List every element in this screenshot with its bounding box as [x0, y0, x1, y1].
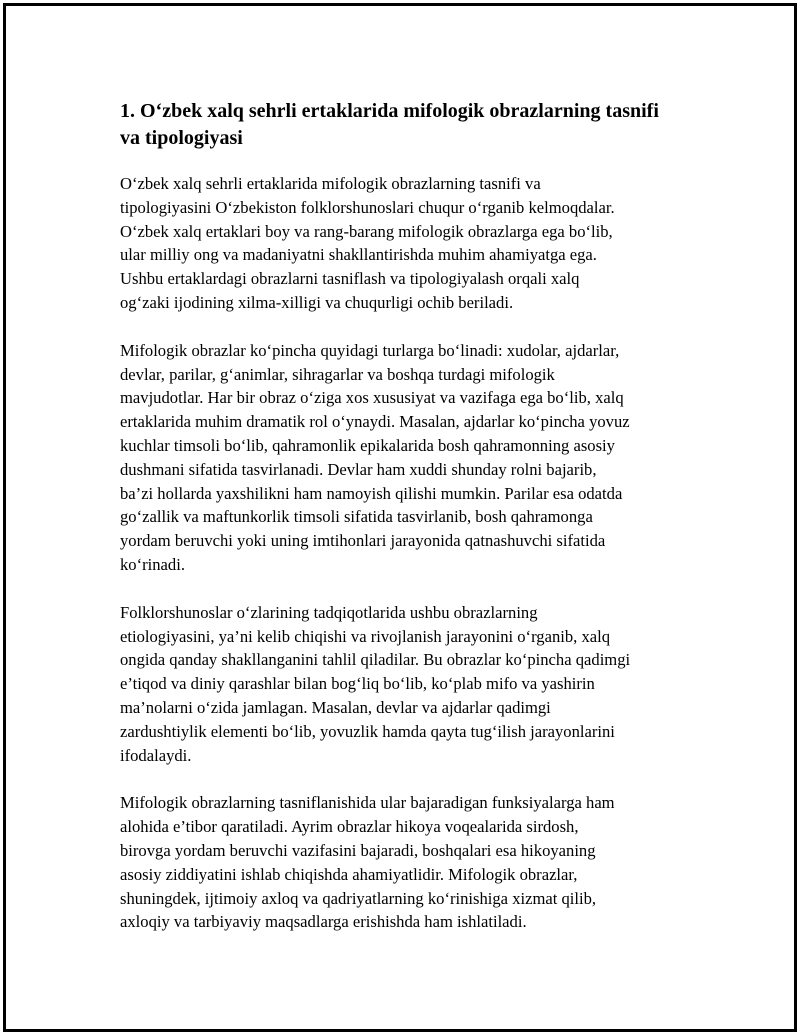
text-line: Ushbu ertaklardagi obrazlarni tasniflash va tipologiyalash orqali xalq — [120, 269, 580, 289]
text-line: ongida qanday shakllanganini tahlil qiladilar. Bu obrazlar ko‘pincha qadimgi — [120, 650, 631, 670]
text-line: asosiy ziddiyatini ishlab chiqishda ahamiyatlidir. Mifologik obrazlar, — [120, 864, 578, 884]
section-title-line: 1. O‘zbek xalq sehrli ertaklarida mifologik obrazlarning tasnifi — [120, 100, 659, 122]
text-line: ifodalaydi. — [120, 745, 192, 765]
text-line: yordam beruvchi yoki uning imtihonlari jarayonida qatnashuvchi sifatida — [120, 531, 606, 551]
text-line: ular milliy ong va madaniyatni shakllantirishda muhim ahamiyatga ega. — [120, 245, 597, 265]
text-line: Folklorshunoslar o‘zlarining tadqiqotlarida ushbu obrazlarning — [120, 602, 538, 622]
text-line: ko‘rinadi. — [120, 554, 185, 574]
text-line: kuchlar timsoli bo‘lib, qahramonlik epikalarida bosh qahramonning asosiy — [120, 435, 615, 455]
text-line: shuningdek, ijtimoiy axloq va qadriyatlarning ko‘rinishiga xizmat qilib, — [120, 888, 597, 908]
paragraph-4 — [120, 791, 706, 934]
document-body — [120, 98, 706, 958]
text-line: ba’zi hollarda yaxshilikni ham namoyish qilishi mumkin. Parilar esa odatda — [120, 483, 623, 503]
text-line: birovga yordam beruvchi vazifasini bajaradi, boshqalari esa hikoyaning — [120, 840, 596, 860]
text-line: mavjudotlar. Har bir obraz o‘ziga xos xususiyat va vazifaga ega bo‘lib, xalq — [120, 388, 624, 408]
text-line: etiologiyasini, ya’ni kelib chiqishi va rivojlanish jarayonini o‘rganib, xalq — [120, 626, 611, 646]
section-title-line: va tipologiyasi — [120, 127, 243, 149]
text-line: Mifologik obrazlar ko‘pincha quyidagi turlarga bo‘linadi: xudolar, ajdarlar, — [120, 340, 620, 360]
text-line: ertaklarida muhim dramatik rol o‘ynaydi. Masalan, ajdarlar ko‘pincha yovuz — [120, 412, 630, 432]
paragraph-2 — [120, 339, 706, 577]
text-line: O‘zbek xalq ertaklari boy va rang-barang mifologik obrazlarga ega bo‘lib, — [120, 221, 613, 241]
text-line: zardushtiylik elementi bo‘lib, yovuzlik hamda qayta tug‘ilish jarayonlarini — [120, 721, 615, 741]
text-line: go‘zallik va maftunkorlik timsoli sifatida tasvirlanib, bosh qahramonga — [120, 507, 593, 527]
text-line: dushmani sifatida tasvirlanadi. Devlar ham xuddi shunday rolni bajarib, — [120, 459, 597, 479]
text-line: devlar, parilar, g‘animlar, sihragarlar va boshqa turdagi mifologik — [120, 364, 555, 384]
text-line: alohida e’tibor qaratiladi. Ayrim obrazlar hikoya voqealarida sirdosh, — [120, 817, 579, 837]
paragraph-3 — [120, 601, 706, 768]
text-line: tipologiyasini O‘zbekiston folklorshunoslari chuqur o‘rganib kelmoqdalar. — [120, 197, 615, 217]
page-frame — [3, 3, 797, 1032]
text-line: axloqiy va tarbiyaviy maqsadlarga erishishda ham ishlatiladi. — [120, 912, 527, 932]
text-line: e’tiqod va diniy qarashlar bilan bog‘liq bo‘lib, ko‘plab mifo va yashirin — [120, 674, 595, 694]
section-title — [120, 98, 706, 152]
text-line: ma’nolarni o‘zida jamlagan. Masalan, devlar va ajdarlar qadimgi — [120, 697, 551, 717]
paragraph-1 — [120, 172, 706, 315]
text-line: Mifologik obrazlarning tasniflanishida ular bajaradigan funksiyalarga ham — [120, 793, 615, 813]
text-line: O‘zbek xalq sehrli ertaklarida mifologik obrazlarning tasnifi va — [120, 174, 541, 193]
text-line: og‘zaki ijodining xilma-xilligi va chuqurligi ochib beriladi. — [120, 292, 514, 312]
